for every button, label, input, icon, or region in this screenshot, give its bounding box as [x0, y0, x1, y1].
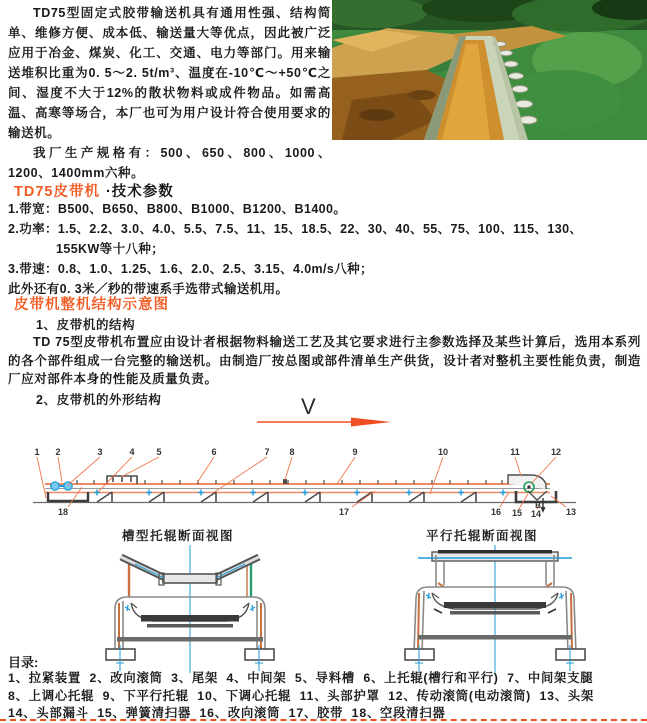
- part-label-6: 6: [211, 447, 217, 457]
- part-label-18: 18: [57, 507, 69, 517]
- tech-parameter-list: [8, 199, 582, 299]
- trough-idler-cross-section: [85, 545, 295, 675]
- part-label-13: 13: [565, 507, 577, 517]
- support-trestles: [97, 492, 476, 502]
- structure-subitem-2: 2、皮带机的外形结构: [36, 393, 162, 407]
- part-label-16: 16: [490, 507, 502, 517]
- part-label-10: 10: [437, 447, 449, 457]
- bottom-dashed-divider: [0, 719, 647, 721]
- crossbeam: [418, 635, 572, 640]
- conveyor-photo: [332, 0, 647, 140]
- caption-trough-idler: 槽型托辊断面视图: [122, 529, 235, 543]
- tech-section-heading: [14, 180, 174, 201]
- tail-pulley: [51, 482, 59, 490]
- tech-line-note: 此外还有0. 3米／秒的带速系手选带式输送机用。: [8, 282, 289, 296]
- part-label-4: 4: [129, 447, 135, 457]
- part-label-2: 2: [55, 447, 61, 457]
- part-label-5: 5: [156, 447, 162, 457]
- tech-line-power: 2.功率：1.5、2.2、3.0、4.0、5.5、7.5、11、15、18.5、22、30、40、55、75、100、115、130、: [8, 222, 583, 236]
- catalog-title: 目录:: [8, 655, 39, 670]
- structure-heading-text: 皮带机整机结构示意图: [14, 297, 169, 313]
- part-label-3: 3: [97, 447, 103, 457]
- catalog-line-2: 8、上调心托辊 9、下平行托辊 10、下调心托辊 11、头部护罩 12、传动滚筒(电动滚筒) 13、头架: [8, 688, 595, 703]
- tech-heading-orange: TD75皮带机: [14, 184, 100, 200]
- tech-line-speed: 3.带速：0.8、1.0、1.25、1.6、2.0、2.5、3.15、4.0m/s八种；: [8, 262, 373, 276]
- part-label-17: 17: [338, 507, 350, 517]
- structure-section-heading: [14, 293, 169, 314]
- intro-paragraph-1: TD75型固定式胶带输送机具有通用性强、结构简单、维修方便、成本低、输送量大等优点，因此被广泛应用于冶金、煤炭、化工、交通、电力等部门。用来输送堆积比重为0. 5～2. 5t/m³、温度在-10℃～+50℃之间、湿度不大于12%的散状物料或成件物品。如需高温、高寒等场合，本厂也可为用户设计符合使用要求的输送机。: [8, 6, 331, 140]
- part-label-15: 15: [511, 508, 523, 518]
- part-label-12: 12: [550, 447, 562, 457]
- part-label-8: 8: [289, 447, 295, 457]
- part-label-9: 9: [352, 447, 358, 457]
- intro-text-block: [8, 3, 331, 183]
- structure-paragraph-wrap: [8, 333, 641, 389]
- intro-paragraph-2: 我厂生产规格有：500、650、800、1000、1200、1400mm六种。: [8, 146, 331, 180]
- belt-lines: [45, 484, 550, 493]
- b-dimension-label: B: [535, 501, 541, 510]
- parallel-idler-cross-section: [390, 545, 600, 675]
- belt-direction-v-label: V: [301, 394, 316, 419]
- catalog-line-3: 14、头部漏斗 15、弹簧清扫器 16、改向滚筒 17、胶带 18、空段清扫器: [8, 706, 446, 720]
- structure-paragraph: TD 75型皮带机布置应由设计者根据物料输送工艺及其它要求进行主参数选择及某些计算后，选用本系列的各个部件组成一台完整的输送机。由制造厂按总图或部件清单生产供货，设计者对整机主要性能负责，制造厂应对部件本身的性能及质量负责。: [8, 335, 641, 386]
- discharge-arrow-icon: [541, 507, 546, 513]
- catalog-list: [8, 670, 643, 723]
- part-label-11: 11: [510, 447, 520, 457]
- part-label-7: 7: [264, 447, 270, 457]
- loading-chute: [107, 476, 137, 484]
- conveyor-side-view-diagram: [0, 428, 647, 528]
- direction-arrow-icon: [255, 414, 395, 428]
- caption-parallel-idler: 平行托辊断面视图: [426, 529, 539, 543]
- tech-line-bandwidth: 1.带宽：B500、B650、B800、B1000、B1200、B1400。: [8, 202, 347, 216]
- crossbeam: [117, 637, 263, 642]
- tech-line-power-cont: 155KW等十八种；: [56, 242, 165, 256]
- part-label-14: 14: [530, 509, 542, 519]
- takeup-pulley: [64, 482, 72, 490]
- part-label-1: 1: [34, 447, 40, 457]
- flat-roller: [418, 550, 572, 561]
- tech-heading-dark: ·技术参数: [105, 184, 174, 200]
- catalog-line-1: 1、拉紧装置 2、改向滚筒 3、尾架 4、中间架 5、导料槽 6、上托辊(槽行和平行) 7、中间架支腿: [8, 671, 594, 685]
- structure-subitem-1: 1、皮带机的结构: [36, 318, 136, 332]
